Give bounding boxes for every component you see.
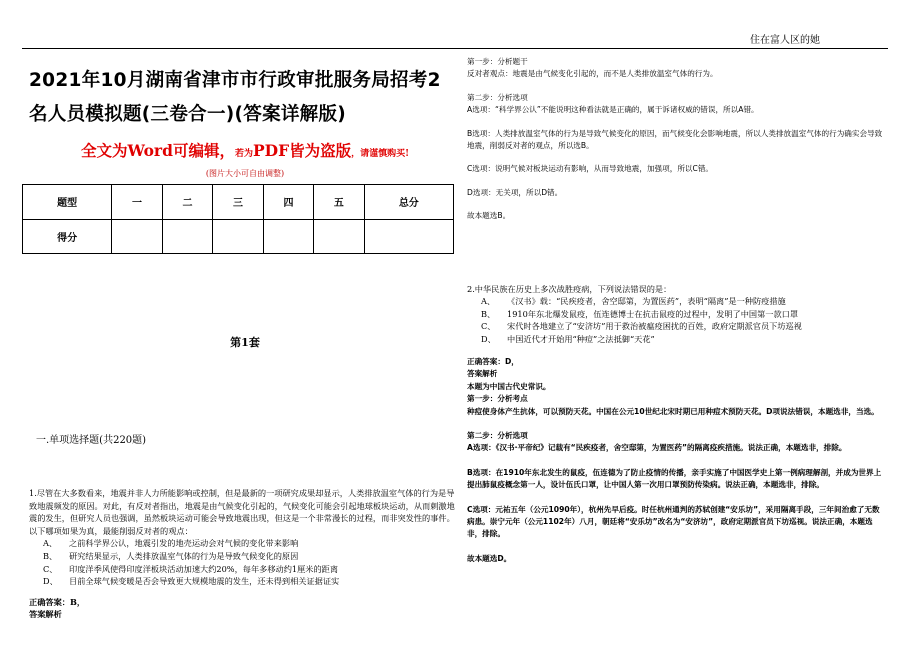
- option-key: B、: [481, 308, 496, 319]
- q2-step1-label: 第一步：分析考点: [467, 394, 528, 404]
- option-text: 研究结果显示，人类排放温室气体的行为是导致气候变化的原因: [69, 550, 299, 561]
- question-1-analysis: [467, 56, 887, 223]
- question-2-option-b: [467, 308, 887, 320]
- question-1-option-d: [29, 575, 457, 588]
- option-key: D、: [43, 576, 58, 587]
- score-cell: [364, 219, 453, 254]
- score-cell: [112, 219, 162, 254]
- question-1: [29, 487, 457, 588]
- q2-conclusion: 故本题选D。: [467, 553, 512, 563]
- q2-step2-label: 第二步：分析选项: [467, 431, 528, 441]
- option-text: 中国近代才开始用“种痘”之法抵御“天花”: [507, 333, 655, 344]
- question-2-option-d: [467, 333, 887, 345]
- question-2-option-a: [467, 295, 887, 307]
- score-table-header-row: [23, 185, 454, 220]
- set-title: 第1套: [230, 336, 260, 349]
- score-header-cell: 一: [112, 185, 162, 220]
- analysis-option-b: B选项：人类排放温室气体的行为是导致气候变化的原因，而气候变化会影响地震，所以人类排放温室气体的行为确实会导致地震，削弱反对者的观点，所以选B。: [467, 128, 883, 151]
- question-1-option-c: [29, 563, 457, 576]
- promo-part2: 若为: [234, 149, 253, 159]
- option-key: A、: [481, 296, 496, 307]
- option-key: B、: [43, 550, 58, 561]
- question-2: [467, 283, 887, 345]
- score-table-score-row: [23, 219, 454, 254]
- spacer: [467, 418, 887, 430]
- promo-line: [30, 139, 460, 161]
- score-table: [22, 184, 454, 254]
- question-1-option-a: [29, 537, 457, 550]
- promo-part1: 全文为Word可编辑，: [80, 141, 235, 160]
- score-cell: [263, 219, 313, 254]
- header-divider: [22, 48, 888, 49]
- score-header-cell: 五: [314, 185, 364, 220]
- analysis-step2-label: 第二步：分析选项: [467, 92, 528, 102]
- question-2-stem: 2.中华民族在历史上多次战胜疫病，下列说法错误的是：: [467, 284, 672, 294]
- q2-option-c-analysis: C选项：元祐五年（公元1090年），杭州先早后疫。时任杭州通判的苏轼创建“安乐坊”，采用隔离手段，三年间治愈了无数病患。崇宁元年（公元1102年）八月，朝廷将“安乐坊”改名为“安济坊”，政府定期派官员下坊巡视。说法正确，本题选非，排除。: [467, 504, 880, 539]
- analysis-option-c: C选项：说明气候对板块运动有影响，从而导致地震，加强项，所以C错。: [467, 164, 714, 174]
- q2-step1-text: 种痘使身体产生抗体，可以预防天花。中国在公元10世纪北宋时期已用种痘术预防天花。D项说法错误，本题选非，当选。: [467, 406, 879, 416]
- spacer: [467, 176, 887, 187]
- spacer: [467, 455, 887, 467]
- option-key: C、: [481, 321, 496, 332]
- spacer: [467, 81, 887, 92]
- image-size-note: (图片大小可自由调整): [205, 169, 285, 178]
- page-header-text: 住在富人区的她: [750, 35, 820, 46]
- question-1-stem: 1.尽管在大多数看来，地震并非人力所能影响或控制，但是最新的一项研究成果却显示，人类排放温室气体的行为是导致地震频发的原因。对此，有反对者指出，地震是由气候变化引起的，气候变化可能会引起地球板块运动，从而刺激地震的发生，但研究人员也强调，虽然板块运动可能会导致地震出现，但这是一个非常漫长的过程，而非突发性的事件。以下哪项如果为真，最能削弱反对者的观点：: [29, 488, 455, 536]
- score-header-cell: 二: [162, 185, 212, 220]
- option-text: 目前全球气候变暖是否会导致更大规模地震的发生，还未得到相关证据证实: [69, 576, 340, 587]
- spacer: [467, 492, 887, 504]
- option-key: A、: [43, 538, 58, 549]
- option-key: D、: [481, 333, 496, 344]
- spacer: [467, 117, 887, 128]
- spacer: [467, 152, 887, 163]
- score-header-cell: 总分: [364, 185, 453, 220]
- score-cell: [162, 219, 212, 254]
- option-key: C、: [43, 563, 58, 574]
- question-2-answer: 正确答案：D，: [467, 357, 519, 366]
- question-2-option-c: [467, 320, 887, 332]
- score-header-cell: 三: [213, 185, 263, 220]
- spacer: [467, 199, 887, 210]
- score-cell: [213, 219, 263, 254]
- score-header-cell: 四: [263, 185, 313, 220]
- spacer: [467, 541, 887, 553]
- question-1-answer: 正确答案：B，: [29, 597, 86, 607]
- score-row-label: 得分: [23, 219, 112, 254]
- analysis-option-a: A选项：“科学界公认”不能说明这种看法就是正确的，属于诉诸权威的错误，所以A错。: [467, 105, 759, 115]
- q2-option-b-analysis: B选项：在1910年东北发生的鼠疫，伍连德为了防止疫情的传播，亲手实施了中国医学史上第一例病理解剖，并成为世界上提出肺鼠疫概念第一人，设计伍氏口罩，让中国人第一次用口罩预防传染病。说法正确，本题选非，排除。: [467, 467, 882, 490]
- option-text: 之前科学界公认，地震引发的地壳运动会对气候的变化带来影响: [69, 538, 299, 549]
- analysis-option-d: D选项：无关项，所以D错。: [467, 187, 563, 197]
- analysis-step1-text: 反对者观点：地震是由气候变化引起的，而不是人类排放温室气体的行为。: [467, 69, 718, 79]
- analysis-step1-label: 第一步：分析题干: [467, 57, 528, 66]
- analysis-conclusion: 故本题选B。: [467, 211, 511, 221]
- document-title: 2021年10月湖南省津市市行政审批服务局招考2名人员模拟题(三卷合一)(答案详解版): [29, 70, 441, 125]
- option-text: 《汉书》载：“民疾疫者，舍空邸第，为置医药”，表明“隔离”是一种防疫措施: [507, 296, 786, 307]
- score-cell: [314, 219, 364, 254]
- promo-part3: PDF皆为盗版: [252, 141, 352, 160]
- option-text: 1910年东北爆发鼠疫，伍连德博士在抗击鼠疫的过程中，发明了中国第一款口罩: [507, 308, 799, 319]
- q2-option-a-analysis: A选项：《汉书·平帝纪》记载有“民疾疫者，舍空邸第，为置医药”的隔离疫疾措施。说法正确，本题选非，排除。: [467, 443, 847, 453]
- question-1-option-b: [29, 550, 457, 563]
- score-header-cell: 题型: [23, 185, 112, 220]
- question-1-analysis-label: 答案解析: [29, 609, 62, 619]
- option-text: 宋代时各地建立了“安济坊”用于救治被瘟疫困扰的百姓，政府定期派官员下坊巡视: [507, 321, 802, 332]
- option-text: 印度洋季风使得印度洋板块活动加速大约20%，每年多移动约1厘米的距离: [69, 563, 339, 574]
- question-2-analysis-label: 答案解析: [467, 369, 498, 379]
- question-2-analysis: [467, 356, 887, 565]
- question-2-intro: 本题为中国古代史常识。: [467, 381, 551, 391]
- section-title: 一.单项选择题(共220题): [36, 435, 147, 446]
- promo-part4: ，请谨慎购买!: [351, 149, 410, 159]
